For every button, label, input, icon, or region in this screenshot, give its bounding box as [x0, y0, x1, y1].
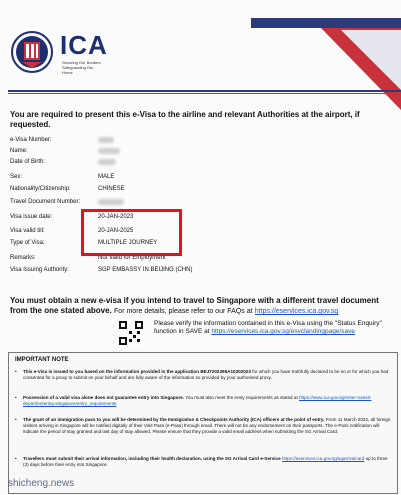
application-ref: BEJ7202395A10202023: [200, 369, 251, 374]
important-note-title: IMPORTANT NOTE: [15, 357, 69, 363]
field-label: Remarks:: [10, 255, 36, 261]
qr-code-icon: [118, 320, 144, 346]
field-label: Sex:: [10, 174, 23, 180]
note-bold: The grant of an immigration pass to you will be determined by the Immigration & Checkpoints Authority (ICA) officers at the point of entry.: [23, 417, 325, 422]
watermark: shicheng.news: [8, 478, 75, 489]
note-item: [23, 395, 391, 407]
note-text: You must also meet the entry requirements as stated at: [185, 395, 298, 400]
field-label: Visa valid till:: [10, 228, 45, 234]
field-row: [10, 137, 330, 147]
note-bold: Possession of a valid visa alone does not guarantee entry into Singapore.: [23, 395, 185, 400]
field-value: CHINESE: [98, 186, 125, 192]
field-label: Travel Document Number:: [10, 199, 81, 205]
note-item: [23, 369, 391, 381]
field-label: Nationality/Citizenship:: [10, 186, 71, 192]
faq-text: For more details, please refer to our FAQs at: [114, 308, 253, 315]
note-bold: Travellers must submit their arrival information, including their health declaration, using the SG Arrival Card e-Service: [23, 456, 281, 461]
field-row: [10, 174, 330, 184]
header-divider: [8, 90, 401, 92]
note-bold: This e-Visa is issued to you based on the information provided in the application: [23, 369, 200, 374]
field-row: [10, 148, 330, 158]
field-label: Date of Birth:: [10, 159, 46, 165]
note-text: up to three (3) days before their entry into Singapore.: [23, 456, 388, 467]
ica-crest-logo: [10, 30, 54, 74]
tagline: Securing Our Borders, Safeguarding Our Home: [62, 60, 102, 75]
field-row: [10, 186, 330, 196]
field-value: Not Valid for Employment: [98, 255, 166, 261]
visa-issue-date: 20-JAN-2023: [98, 214, 134, 220]
note-text: for which you have truthfully declared to be so or for which you had consented for a proxy to submit on your behalf and are fully aware of the information so provided by your authorised proxy.: [23, 369, 389, 380]
verify-text: Please verify the information contained in this e-Visa using the "Status Enquiry" function in SAVE at: [154, 320, 382, 335]
new-evisa-heading: [10, 296, 395, 317]
field-value-redacted: [98, 199, 124, 206]
field-label: Visa Issuing Authority:: [10, 267, 69, 273]
field-label: Visa issue date:: [10, 214, 53, 220]
field-row: [10, 267, 330, 277]
important-note-box: [8, 352, 398, 494]
field-value-redacted: [98, 159, 116, 166]
faq-link[interactable]: https://eservices.ica.gov.sg: [254, 308, 339, 315]
header-divider-red: [8, 93, 401, 94]
field-row: [10, 255, 330, 265]
field-label: Name:: [10, 148, 28, 154]
field-value-redacted: [98, 137, 114, 144]
field-value: SGP EMBASSY IN BEIJING (CHN): [98, 267, 193, 273]
arrival-card-link[interactable]: https://eservices.ica.gov.sg/sgarrivalcard: [281, 456, 365, 461]
save-link[interactable]: https://eservices.ica.gov.sg/esvclandingpage/save: [211, 328, 356, 335]
verify-instructions: [154, 320, 394, 336]
entry-requirements-link[interactable]: https://www.ica.gov.sg/enter-transit-depart/entering-singapore/entry_requirements: [23, 395, 372, 406]
field-label: Type of Visa:: [10, 240, 45, 246]
note-text: From 11 March 2022, all foreign visitors arriving in Singapore will be notified digitally of their Visit Pass (e-Pass) through email. There will not be any endorsement on their passports. The e-Pass notification will indicate the period of stay granted and last day of stay allowed. Please ensure that they provide a valid email address when submitting the SG Arrival Card.: [23, 417, 391, 434]
field-value: MALE: [98, 174, 115, 180]
field-value-redacted: [98, 148, 120, 155]
field-row: [10, 159, 330, 169]
field-row: [10, 199, 330, 209]
note-item: [23, 456, 391, 468]
new-evisa-bold: You must obtain a new e-visa if you intend to travel to Singapore with a different travel document from the one stated above.: [10, 296, 379, 315]
note-item: [23, 417, 391, 435]
field-label: e-Visa Number:: [10, 137, 52, 143]
red-highlight-box: [81, 209, 182, 256]
visa-valid-till: 20-JAN-2025: [98, 228, 134, 234]
visa-type: MULTIPLE JOURNEY: [98, 240, 158, 246]
present-evisa-heading: You are required to present this e-Visa to the airline and relevant Authorities at the airport, if requested.: [10, 110, 360, 129]
ica-logo-text: ICA: [60, 30, 108, 60]
